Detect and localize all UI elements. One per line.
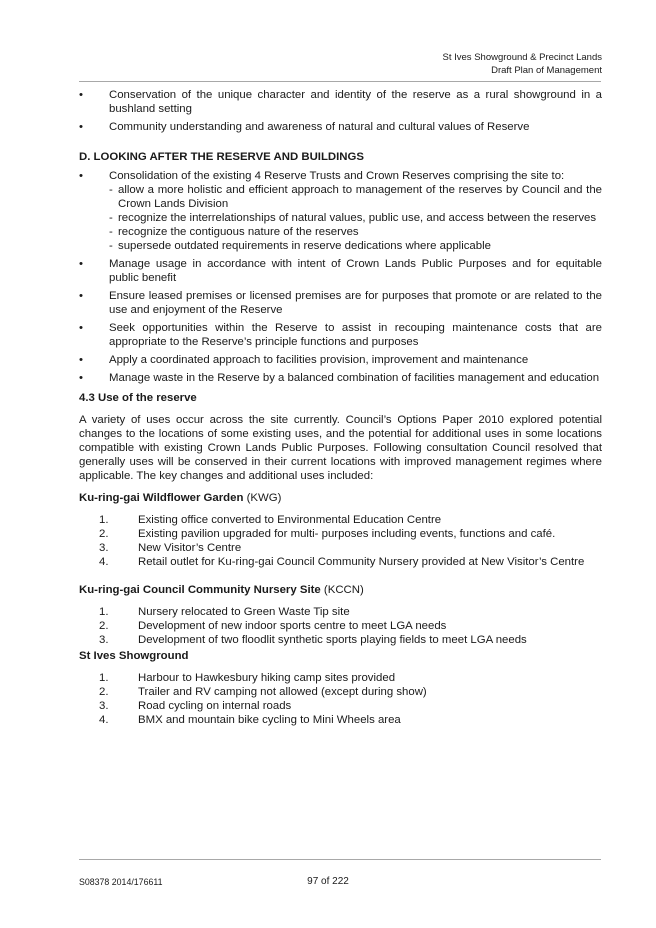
list-text: Existing pavilion upgraded for multi- purposes including events, functions and café.: [138, 528, 556, 540]
list-number: 1.: [99, 672, 109, 684]
list-text: Retail outlet for Ku-ring-gai Council Community Nursery provided at New Visitor’s Centre: [138, 556, 585, 568]
sub-item: - recognize the contiguous nature of the reserves: [109, 225, 602, 239]
subsection-name: Ku-ring-gai Council Community Nursery Site: [79, 584, 321, 596]
list-text: Road cycling on internal roads: [138, 700, 292, 712]
footer-rule: [79, 859, 601, 860]
bullet-item: • Manage usage in accordance with intent of Crown Lands Public Purposes and for equitable public benefit: [79, 257, 602, 285]
section-heading: 4.3 Use of the reserve: [79, 392, 197, 404]
list-number: 1.: [99, 514, 109, 526]
header-subtitle: Draft Plan of Management: [491, 65, 602, 76]
bullet-item: • Community understanding and awareness of natural and cultural values of Reserve: [79, 120, 602, 134]
running-header: [443, 51, 602, 77]
list-text: Trailer and RV camping not allowed (except during show): [138, 686, 427, 698]
list-item: [79, 527, 602, 541]
subsection-title: [79, 491, 602, 505]
bullet-item: • Conservation of the unique character and identity of the reserve as a rural showground in a bushland setting: [79, 88, 602, 116]
list-text: Nursery relocated to Green Waste Tip site: [138, 606, 350, 618]
list-number: 3.: [99, 542, 109, 554]
list-number: 2.: [99, 620, 109, 632]
list-item: [79, 541, 602, 555]
bullet-item: • Seek opportunities within the Reserve to assist in recouping maintenance costs that are appropriate to the Reserve’s principle functions and purposes: [79, 321, 602, 349]
numbered-list: [79, 605, 602, 647]
list-item: [79, 699, 602, 713]
list-number: 2.: [99, 686, 109, 698]
list-text: Harbour to Hawkesbury hiking camp sites provided: [138, 672, 396, 684]
list-number: 1.: [99, 606, 109, 618]
bullet-item: [79, 169, 602, 253]
sub-item: - allow a more holistic and efficient approach to management of the reserves by Council and the Crown Lands Division: [109, 183, 602, 211]
sub-item: - supersede outdated requirements in reserve dedications where applicable: [109, 239, 602, 253]
bullet-text: Consolidation of the existing 4 Reserve Trusts and Crown Reserves comprising the site to:: [109, 170, 565, 182]
section-heading: D. LOOKING AFTER THE RESERVE AND BUILDINGS: [79, 151, 364, 163]
list-item: [79, 555, 602, 569]
list-number: 3.: [99, 634, 109, 646]
list-number: 4.: [99, 714, 109, 726]
list-number: 2.: [99, 528, 109, 540]
numbered-list: [79, 671, 602, 727]
subsection-name: Ku-ring-gai Wildflower Garden: [79, 492, 244, 504]
sub-item: - recognize the interrelationships of natural values, public use, and access between the reserves: [109, 211, 602, 225]
body-paragraph: A variety of uses occur across the site currently. Council’s Options Paper 2010 explored potential changes to the locations of some existing uses, and the potential for additional uses in some locations compatible with existing Crown Lands Public Purposes. Following consultation Council resolved that generally uses will be conserved in their current locations with improved management regimes where applicable. The key changes and additional uses included:: [79, 414, 602, 482]
subsection-abbr: (KWG): [243, 492, 282, 504]
list-item: [79, 671, 602, 685]
list-item: [79, 513, 602, 527]
numbered-list: [79, 513, 602, 569]
page-number: 97 of 222: [307, 876, 349, 887]
intro-bullet-list: [79, 88, 602, 134]
subsection-name: St Ives Showground: [79, 650, 189, 662]
list-item: [79, 633, 602, 647]
subsection-abbr: (KCCN): [320, 584, 364, 596]
bullet-item: • Apply a coordinated approach to facilities provision, improvement and maintenance: [79, 353, 602, 367]
list-text: New Visitor’s Centre: [138, 542, 242, 554]
subsection-title: [79, 583, 602, 597]
header-rule: [79, 81, 601, 82]
list-item: [79, 713, 602, 727]
list-text: BMX and mountain bike cycling to Mini Wheels area: [138, 714, 401, 726]
list-text: Development of two floodlit synthetic sports playing fields to meet LGA needs: [138, 634, 527, 646]
document-reference: S08378 2014/176611: [79, 877, 163, 887]
list-text: Existing office converted to Environmental Education Centre: [138, 514, 442, 526]
bullet-item: • Manage waste in the Reserve by a balanced combination of facilities management and education: [79, 371, 602, 385]
list-text: Development of new indoor sports centre to meet LGA needs: [138, 620, 447, 632]
list-item: [79, 619, 602, 633]
header-title: St Ives Showground & Precinct Lands: [442, 52, 602, 63]
list-number: 4.: [99, 556, 109, 568]
list-number: 3.: [99, 700, 109, 712]
list-item: [79, 685, 602, 699]
sub-list: [109, 183, 602, 253]
subsection-title: [79, 649, 602, 663]
list-item: [79, 605, 602, 619]
page-body: [79, 88, 602, 727]
section-d-bullet-list: [79, 169, 602, 385]
bullet-item: • Ensure leased premises or licensed premises are for purposes that promote or are related to the use and enjoyment of the Reserve: [79, 289, 602, 317]
